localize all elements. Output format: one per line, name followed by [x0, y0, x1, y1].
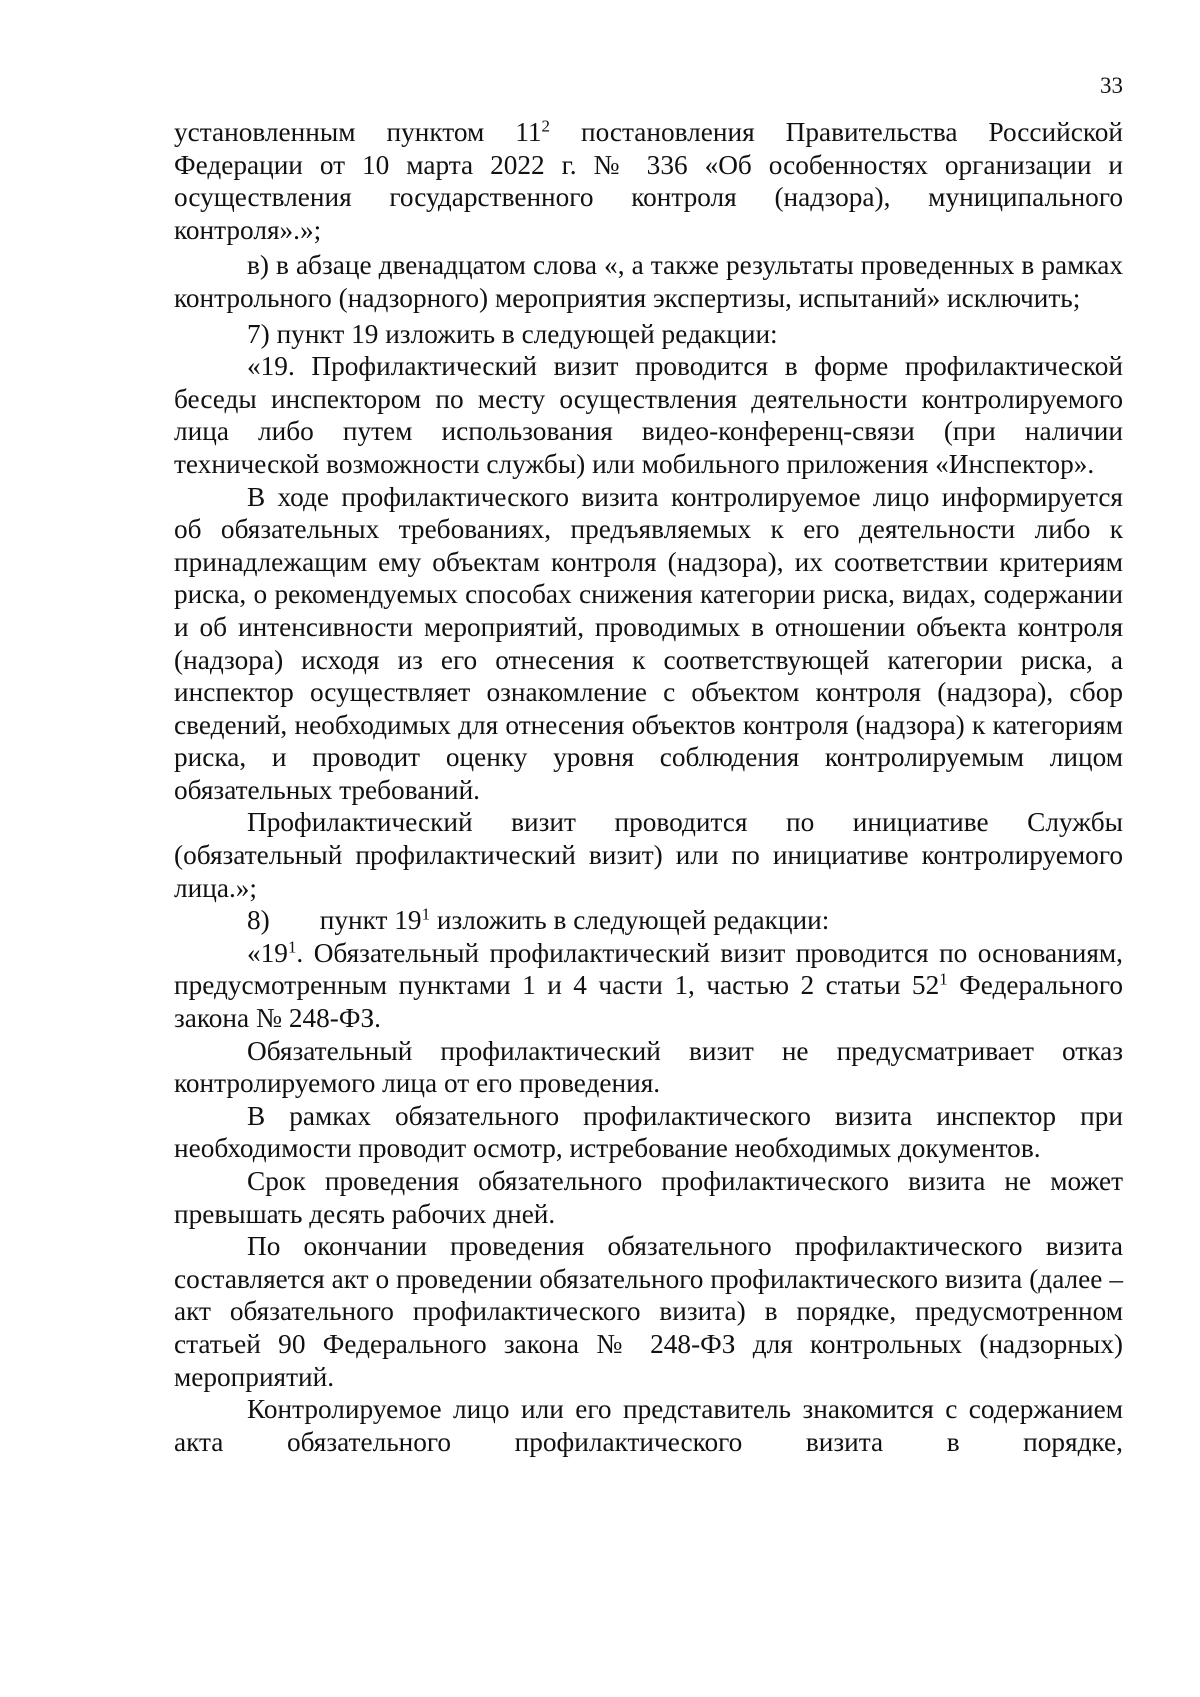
paragraph: Профилактический визит проводится по инициативе Службы (обязательный профилактический визит) или по инициативе контролируемого лица.»;	[174, 807, 1123, 903]
superscript: 1	[287, 937, 297, 957]
paragraph: В ходе профилактического визита контролируемое лицо информируется об обязательных требованиях, предъявляемых к его деятельности либо к принадлежащим ему объектам контроля (надзора), их соответствии критериям риска, о рекомендуемых способах снижения категории риска, видах, содержании и об интенсивности мероприятий, проводимых в отношении объекта контроля (надзора) исходя из его отнесения к соответствующей категории риска, а инспектор осуществляет ознакомление с объектом контроля (надзора), сбор сведений, необходимых для отнесения объектов контроля (надзора) к категориям риска, и проводит оценку уровня соблюдения контролируемым лицом обязательных требований.	[174, 481, 1123, 805]
paragraph: Обязательный профилактический визит не предусматривает отказ контролируемого лица от его проведения.	[174, 1035, 1123, 1099]
superscript: 1	[939, 970, 948, 990]
paragraph: «19. Профилактический визит проводится в форме профилактической беседы инспектором по месту осуществления деятельности контролируемого лица либо путем использования видео-конференц-связи (при наличии технической возможности службы) или мобильного приложения «Инспектор».	[174, 351, 1123, 479]
paragraph: в) в абзаце двенадцатом слова «, а также результаты проведенных в рамках контрольного (надзорного) мероприятия экспертизы, испытаний» исключить;	[174, 250, 1123, 313]
item-number: 8)	[247, 905, 270, 936]
paragraph: Контролируемое лицо или его представитель знакомится с содержанием акта обязательного профилактического визита в порядке,	[174, 1394, 1123, 1457]
superscript: 1	[421, 904, 431, 924]
paragraph: 8) пункт $19^1$ изложить в следующей редакции:	[247, 904, 830, 936]
paragraph: В рамках обязательного профилактического визита инспектор при необходимости проводит осмотр, истребование необходимых документов.	[174, 1100, 1123, 1164]
paragraph: «$19^1$. Обязательный профилактический визит проводится по основаниям, предусмотренным пунктами 1 и 4 части 1, частью 2 статьи $52^1$ Федерального закона № 248-ФЗ.	[174, 937, 1123, 1034]
document-body	[174, 116, 1123, 1458]
page-number: 33	[1100, 73, 1123, 98]
paragraph: По окончании проведения обязательного профилактического визита составляется акт о проведении обязательного профилактического визита (далее – акт обязательного профилактического визита) в порядке, предусмотренном статьей 90 Федерального закона № 248-ФЗ для контрольных (надзорных) мероприятий.	[174, 1231, 1123, 1392]
paragraph: Срок проведения обязательного профилактического визита не может превышать десять рабочих дней.	[174, 1166, 1123, 1229]
paragraph: установленным пунктом $11^2$ постановления Правительства Российской Федерации от 10 марта 2022 г. № 336 «Об особенностях организации и осуществления государственного контроля (надзора), муниципального контроля».»;	[174, 116, 1123, 245]
superscript: 2	[541, 116, 550, 136]
paragraph: 7) пункт 19 изложить в следующей редакции:	[247, 318, 778, 349]
